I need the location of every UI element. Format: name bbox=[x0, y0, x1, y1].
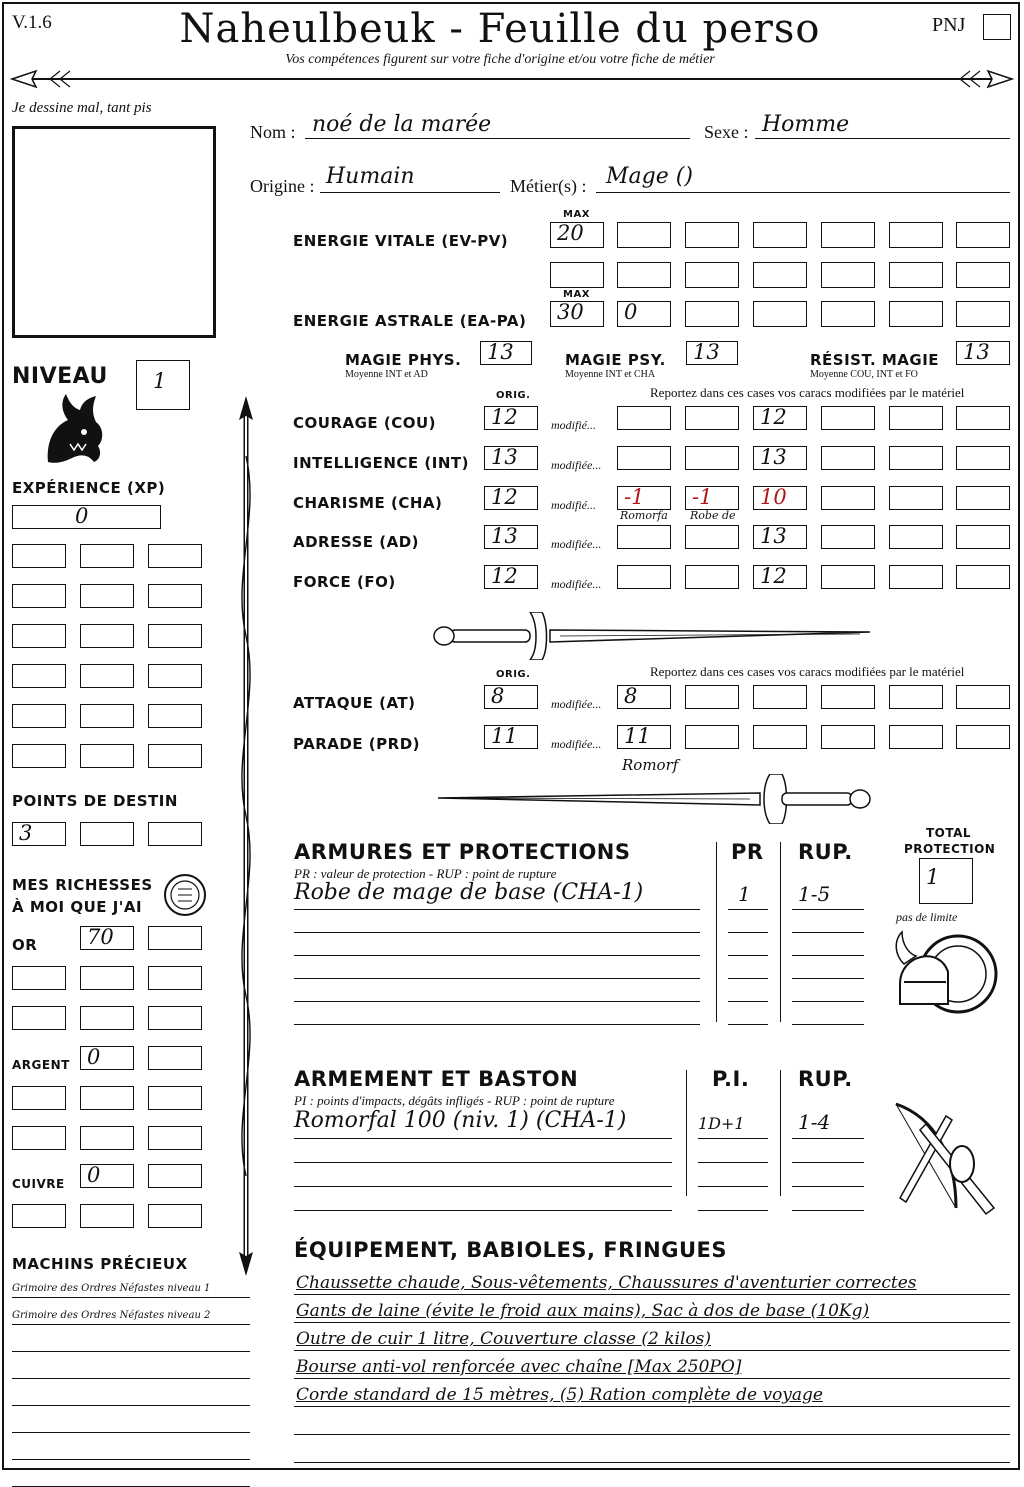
resist-magie-label: RÉSIST. MAGIE bbox=[810, 351, 940, 369]
niveau-label: NIVEAU bbox=[12, 364, 108, 389]
weapon-rup-line bbox=[792, 1138, 864, 1139]
stat-label: COURAGE (COU) bbox=[293, 414, 437, 432]
stat-mod-box[interactable]: 12 bbox=[753, 406, 807, 430]
weapons-title: ARMEMENT ET BASTON bbox=[294, 1067, 579, 1091]
stat-mod-label: modifiée... bbox=[551, 458, 602, 472]
stat-mod-label: modifiée... bbox=[551, 577, 602, 591]
armor-pr-line bbox=[728, 1024, 768, 1025]
stat-mod-box[interactable] bbox=[889, 525, 943, 549]
armor-pr-line bbox=[728, 955, 768, 956]
pnj-checkbox[interactable] bbox=[983, 14, 1011, 40]
ev-track-box[interactable] bbox=[550, 262, 604, 288]
richesses-label-2: À MOI QUE J'AI bbox=[12, 898, 143, 916]
magie-psy-box[interactable]: 13 bbox=[686, 341, 738, 365]
dragon-icon bbox=[40, 392, 106, 466]
origine-underline bbox=[320, 192, 500, 193]
wealth-box[interactable] bbox=[12, 1086, 66, 1110]
armor-pr-line bbox=[728, 909, 768, 910]
ev-track-box[interactable] bbox=[821, 262, 875, 288]
equipment-line bbox=[294, 1406, 1010, 1407]
armor-line bbox=[294, 932, 700, 933]
combat-mod-box[interactable] bbox=[821, 685, 875, 709]
page-title: Naheulbeuk - Feuille du perso bbox=[179, 6, 821, 52]
equipment-item[interactable]: Outre de cuir 1 litre, Couverture classe (2 kilos) bbox=[296, 1329, 711, 1349]
stat-mod-box[interactable] bbox=[685, 446, 739, 470]
wealth-box[interactable] bbox=[80, 1204, 134, 1228]
equipment-title: ÉQUIPEMENT, BABIOLES, FRINGUES bbox=[294, 1238, 727, 1262]
stat-mod-box[interactable] bbox=[956, 446, 1010, 470]
stat-mod-box[interactable]: -1 bbox=[685, 486, 739, 510]
wealth-box[interactable] bbox=[148, 966, 202, 990]
sword-icon bbox=[430, 774, 880, 824]
ev-max-label: MAX bbox=[563, 209, 590, 220]
richesses-label-1: MES RICHESSES bbox=[12, 876, 153, 894]
xp-box[interactable] bbox=[80, 624, 134, 648]
weapon-item-pi[interactable]: 1D+1 bbox=[698, 1114, 745, 1133]
ea-label: ENERGIE ASTRALE (EA-PA) bbox=[293, 312, 527, 330]
stat-mod-box[interactable]: 10 bbox=[753, 486, 807, 510]
armor-line bbox=[294, 1001, 700, 1002]
combat-mod-box[interactable] bbox=[685, 685, 739, 709]
ev-track-box[interactable] bbox=[889, 262, 943, 288]
stat-mod-box[interactable] bbox=[821, 486, 875, 510]
weapon-rup-line bbox=[792, 1210, 864, 1211]
resist-magie-box[interactable]: 13 bbox=[956, 341, 1010, 365]
weapon-line bbox=[294, 1210, 672, 1211]
argent-box[interactable]: 0 bbox=[80, 1046, 134, 1070]
stat-mod-box[interactable]: -1 bbox=[617, 486, 671, 510]
prd-orig-box[interactable]: 11 bbox=[484, 725, 538, 749]
prd-final-box[interactable]: 11 bbox=[617, 725, 671, 749]
nom-field[interactable]: noé de la marée bbox=[312, 112, 492, 137]
cuivre-label: CUIVRE bbox=[12, 1177, 65, 1191]
ev-track-box[interactable] bbox=[617, 222, 671, 248]
ea-track-box[interactable] bbox=[956, 301, 1010, 327]
combat-mod-box[interactable] bbox=[821, 725, 875, 749]
weapon-pi-line bbox=[698, 1138, 768, 1139]
equipment-line bbox=[294, 1434, 1010, 1435]
ev-track-box[interactable] bbox=[889, 222, 943, 248]
stat-mod-box[interactable] bbox=[821, 446, 875, 470]
stat-mod-box[interactable] bbox=[956, 525, 1010, 549]
armor-rup-line bbox=[792, 978, 864, 979]
stat-mod-box[interactable] bbox=[821, 565, 875, 589]
xp-box[interactable] bbox=[148, 744, 202, 768]
combat-mod-box[interactable] bbox=[753, 725, 807, 749]
ea-max-box[interactable]: 30 bbox=[550, 301, 604, 327]
armor-legend: PR : valeur de protection - RUP : point de rupture bbox=[294, 866, 557, 881]
stat-mod-box[interactable] bbox=[685, 565, 739, 589]
armor-pr-line bbox=[728, 932, 768, 933]
armor-item-rup[interactable]: 1-5 bbox=[798, 882, 831, 906]
combat-orig-label: ORIG. bbox=[496, 669, 531, 680]
ea-current-box[interactable]: 0 bbox=[617, 301, 671, 327]
armor-rup-line bbox=[792, 932, 864, 933]
stat-orig-box[interactable]: 12 bbox=[484, 406, 538, 430]
weapon-pi-line bbox=[698, 1162, 768, 1163]
origine-field[interactable]: Humain bbox=[326, 164, 415, 189]
combat-note[interactable]: Romorf bbox=[622, 756, 679, 774]
weapon-rup-line bbox=[792, 1186, 864, 1187]
armor-rup-line bbox=[792, 955, 864, 956]
stat-mod-label: modifié... bbox=[551, 498, 596, 512]
wealth-box[interactable] bbox=[148, 1126, 202, 1150]
xp-box[interactable] bbox=[148, 584, 202, 608]
stat-mod-box[interactable] bbox=[685, 525, 739, 549]
origine-label: Origine : bbox=[250, 176, 315, 196]
xp-box[interactable] bbox=[148, 544, 202, 568]
xp-box[interactable] bbox=[148, 624, 202, 648]
precious-line bbox=[12, 1459, 250, 1460]
stat-mod-box[interactable]: 13 bbox=[753, 446, 807, 470]
ev-track-box[interactable] bbox=[617, 262, 671, 288]
weapons-divider bbox=[686, 1070, 687, 1196]
combat-mod-box[interactable] bbox=[889, 725, 943, 749]
xp-box[interactable] bbox=[80, 744, 134, 768]
wealth-box[interactable] bbox=[148, 1204, 202, 1228]
xp-box[interactable] bbox=[12, 664, 66, 688]
xp-box[interactable] bbox=[12, 544, 66, 568]
precious-line bbox=[12, 1351, 250, 1352]
armor-item-name[interactable]: Robe de mage de base (CHA-1) bbox=[294, 880, 644, 905]
argent-box-2[interactable] bbox=[148, 1046, 202, 1070]
sexe-underline bbox=[755, 138, 1010, 139]
stat-mod-box[interactable] bbox=[617, 525, 671, 549]
combat-mod-box[interactable] bbox=[889, 685, 943, 709]
ea-track-box[interactable] bbox=[889, 301, 943, 327]
no-limit-note: pas de limite bbox=[896, 910, 958, 924]
wealth-box[interactable] bbox=[80, 1086, 134, 1110]
weapon-line bbox=[294, 1162, 672, 1163]
ev-max-box[interactable]: 20 bbox=[550, 222, 604, 248]
ev-track-box[interactable] bbox=[956, 222, 1010, 248]
armor-line bbox=[294, 955, 700, 956]
combat-mod-box[interactable] bbox=[685, 725, 739, 749]
stat-mod-box[interactable] bbox=[889, 486, 943, 510]
destin-box-3[interactable] bbox=[148, 822, 202, 846]
armor-item-pr[interactable]: 1 bbox=[738, 882, 751, 906]
magie-phys-box[interactable]: 13 bbox=[480, 341, 532, 365]
total-protection-box[interactable]: 1 bbox=[919, 858, 973, 904]
stat-mod-box[interactable] bbox=[889, 446, 943, 470]
stat-mod-box[interactable] bbox=[617, 446, 671, 470]
combat-report-note: Reportez dans ces cases vos caracs modifiées par le matériel bbox=[650, 664, 965, 679]
ev-track-box[interactable] bbox=[753, 262, 807, 288]
armor-rup-label: RUP. bbox=[798, 840, 853, 864]
armor-line bbox=[294, 1024, 700, 1025]
weapon-line bbox=[294, 1186, 672, 1187]
stat-label: FORCE (FO) bbox=[293, 573, 396, 591]
precious-item[interactable]: Grimoire des Ordres Néfastes niveau 2 bbox=[12, 1310, 211, 1321]
xp-box[interactable]: 0 bbox=[12, 505, 161, 529]
armor-pr-label: PR bbox=[731, 840, 764, 864]
armor-rup-line bbox=[792, 1001, 864, 1002]
pnj-label: PNJ bbox=[932, 14, 966, 36]
wealth-box[interactable] bbox=[12, 1126, 66, 1150]
stat-label: CHARISME (CHA) bbox=[293, 494, 443, 512]
ev-label: ENERGIE VITALE (EV-PV) bbox=[293, 232, 509, 250]
prd-label: PARADE (PRD) bbox=[293, 735, 421, 753]
equipment-line bbox=[294, 1322, 1010, 1323]
armor-pr-line bbox=[728, 1001, 768, 1002]
stat-orig-box[interactable]: 12 bbox=[484, 486, 538, 510]
wealth-box[interactable] bbox=[12, 1006, 66, 1030]
stat-mod-box[interactable] bbox=[956, 565, 1010, 589]
at-label: ATTAQUE (AT) bbox=[293, 694, 416, 712]
armor-divider bbox=[716, 842, 717, 1022]
xp-box[interactable] bbox=[148, 704, 202, 728]
stat-mod-label: modifié... bbox=[551, 418, 596, 432]
armor-line bbox=[294, 978, 700, 979]
niveau-box[interactable]: 1 bbox=[136, 360, 190, 410]
sexe-label: Sexe : bbox=[704, 122, 749, 142]
weapon-rup-line bbox=[792, 1162, 864, 1163]
wealth-box[interactable] bbox=[12, 966, 66, 990]
destin-box-1[interactable]: 3 bbox=[12, 822, 66, 846]
portrait-frame[interactable] bbox=[12, 126, 216, 338]
destin-box-2[interactable] bbox=[80, 822, 134, 846]
spear-icon bbox=[226, 396, 266, 1276]
stat-mod-note: Robe de bbox=[690, 509, 736, 522]
magie-phys-note: Moyenne INT et AD bbox=[345, 369, 428, 380]
stats-report-note: Reportez dans ces cases vos caracs modifiées par le matériel bbox=[650, 385, 965, 400]
metier-label: Métier(s) : bbox=[510, 176, 587, 196]
or-box[interactable]: 70 bbox=[80, 926, 134, 950]
prd-mod-label: modifiée... bbox=[551, 737, 602, 751]
combat-mod-box[interactable] bbox=[753, 685, 807, 709]
destin-label: POINTS DE DESTIN bbox=[12, 792, 178, 810]
wealth-box[interactable] bbox=[80, 1126, 134, 1150]
at-mod-label: modifiée... bbox=[551, 697, 602, 711]
magie-phys-label: MAGIE PHYS. bbox=[345, 351, 462, 369]
combat-mod-box[interactable] bbox=[956, 725, 1010, 749]
xp-box[interactable] bbox=[148, 664, 202, 688]
argent-label: ARGENT bbox=[12, 1058, 70, 1072]
stat-mod-box[interactable] bbox=[821, 406, 875, 430]
ev-track-box[interactable] bbox=[685, 262, 739, 288]
weapon-item-name[interactable]: Romorfal 100 (niv. 1) (CHA-1) bbox=[294, 1108, 627, 1133]
resist-magie-note: Moyenne COU, INT et FO bbox=[810, 369, 918, 380]
stat-mod-box[interactable] bbox=[685, 406, 739, 430]
weapons-pi-label: P.I. bbox=[712, 1067, 750, 1091]
weapon-line bbox=[294, 1138, 672, 1139]
ev-track-box[interactable] bbox=[685, 222, 739, 248]
total-protection-label-1: TOTAL bbox=[926, 826, 972, 840]
at-final-box[interactable]: 8 bbox=[617, 685, 671, 709]
equipment-item[interactable]: Corde standard de 15 mètres, (5) Ration complète de voyage bbox=[296, 1385, 823, 1405]
equipment-line bbox=[294, 1462, 1010, 1463]
armor-title: ARMURES ET PROTECTIONS bbox=[294, 840, 631, 864]
page-subtitle: Vos compétences figurent sur votre fiche d'origine et/ou votre fiche de métier bbox=[285, 52, 715, 67]
equipment-item[interactable]: Chaussette chaude, Sous-vêtements, Chaussures d'aventurier correctes bbox=[296, 1273, 917, 1293]
nom-underline bbox=[305, 138, 690, 139]
wealth-box[interactable] bbox=[148, 1006, 202, 1030]
or-box-2[interactable] bbox=[148, 926, 202, 950]
at-orig-box[interactable]: 8 bbox=[484, 685, 538, 709]
stat-mod-box[interactable] bbox=[889, 565, 943, 589]
stat-mod-box[interactable] bbox=[821, 525, 875, 549]
equipment-line bbox=[294, 1378, 1010, 1379]
ea-track-box[interactable] bbox=[821, 301, 875, 327]
armor-rup-line bbox=[792, 1024, 864, 1025]
stat-mod-box[interactable] bbox=[617, 565, 671, 589]
precious-line bbox=[12, 1378, 250, 1379]
stat-mod-label: modifiée... bbox=[551, 537, 602, 551]
weapons-icon bbox=[886, 1098, 1006, 1218]
stat-mod-box[interactable] bbox=[956, 406, 1010, 430]
combat-mod-box[interactable] bbox=[956, 685, 1010, 709]
armor-divider bbox=[780, 842, 781, 1022]
version-label: V.1.6 bbox=[12, 12, 52, 33]
stat-orig-box[interactable]: 13 bbox=[484, 525, 538, 549]
wealth-box[interactable] bbox=[80, 1006, 134, 1030]
xp-box[interactable] bbox=[80, 704, 134, 728]
magie-psy-label: MAGIE PSY. bbox=[565, 351, 666, 369]
armor-pr-line bbox=[728, 978, 768, 979]
xp-box[interactable] bbox=[80, 664, 134, 688]
magie-psy-note: Moyenne INT et CHA bbox=[565, 369, 656, 380]
equipment-item[interactable]: Bourse anti-vol renforcée avec chaîne [Max 250PO] bbox=[296, 1357, 742, 1377]
sexe-field[interactable]: Homme bbox=[762, 112, 850, 137]
precious-line bbox=[12, 1324, 250, 1325]
stat-label: ADRESSE (AD) bbox=[293, 533, 420, 551]
stats-orig-label: ORIG. bbox=[496, 390, 531, 401]
or-label: OR bbox=[12, 936, 38, 954]
coin-icon bbox=[162, 872, 208, 918]
xp-box[interactable] bbox=[80, 544, 134, 568]
precious-line bbox=[12, 1297, 250, 1298]
stat-orig-box[interactable]: 13 bbox=[484, 446, 538, 470]
sword-icon bbox=[430, 612, 880, 660]
ev-track-box[interactable] bbox=[753, 222, 807, 248]
xp-label: EXPÉRIENCE (XP) bbox=[12, 479, 166, 497]
xp-box[interactable] bbox=[80, 584, 134, 608]
xp-box[interactable] bbox=[12, 584, 66, 608]
nom-label: Nom : bbox=[250, 122, 296, 142]
stat-mod-box[interactable] bbox=[889, 406, 943, 430]
wealth-box[interactable] bbox=[12, 1204, 66, 1228]
ea-track-box[interactable] bbox=[753, 301, 807, 327]
metier-underline bbox=[596, 192, 1010, 193]
armor-line bbox=[294, 909, 700, 910]
weapons-divider bbox=[780, 1070, 781, 1196]
armor-rup-line bbox=[792, 909, 864, 910]
equipment-line bbox=[294, 1350, 1010, 1351]
portrait-caption: Je dessine mal, tant pis bbox=[12, 100, 152, 116]
xp-box[interactable] bbox=[12, 624, 66, 648]
arrow-divider-icon bbox=[10, 66, 1014, 92]
wealth-box[interactable] bbox=[80, 966, 134, 990]
stat-mod-box[interactable]: 12 bbox=[753, 565, 807, 589]
stat-mod-note: Romorfa bbox=[620, 509, 668, 522]
weapon-pi-line bbox=[698, 1210, 768, 1211]
helmet-shield-icon bbox=[890, 924, 1000, 1024]
stat-mod-box[interactable]: 13 bbox=[753, 525, 807, 549]
stat-mod-box[interactable] bbox=[617, 406, 671, 430]
weapon-pi-line bbox=[698, 1186, 768, 1187]
equipment-line bbox=[294, 1294, 1010, 1295]
precious-line bbox=[12, 1405, 250, 1406]
wealth-box[interactable] bbox=[148, 1086, 202, 1110]
stat-orig-box[interactable]: 12 bbox=[484, 565, 538, 589]
metier-field[interactable]: Mage () bbox=[606, 164, 693, 189]
ev-track-box[interactable] bbox=[821, 222, 875, 248]
xp-box[interactable] bbox=[12, 704, 66, 728]
stat-mod-box[interactable] bbox=[956, 486, 1010, 510]
weapons-rup-label: RUP. bbox=[798, 1067, 853, 1091]
ea-max-label: MAX bbox=[563, 289, 590, 300]
equipment-item[interactable]: Gants de laine (évite le froid aux mains), Sac à dos de base (10Kg) bbox=[296, 1301, 870, 1321]
precious-label: MACHINS PRÉCIEUX bbox=[12, 1255, 188, 1273]
total-protection-label-2: PROTECTION bbox=[904, 842, 996, 856]
cuivre-box[interactable]: 0 bbox=[80, 1164, 134, 1188]
xp-box[interactable] bbox=[12, 744, 66, 768]
weapons-legend: PI : points d'impacts, dégâts infligés - RUP : point de rupture bbox=[294, 1093, 615, 1108]
ev-track-box[interactable] bbox=[956, 262, 1010, 288]
weapon-item-rup[interactable]: 1-4 bbox=[798, 1110, 831, 1134]
cuivre-box-2[interactable] bbox=[148, 1164, 202, 1188]
precious-item[interactable]: Grimoire des Ordres Néfastes niveau 1 bbox=[12, 1283, 211, 1294]
ea-track-box[interactable] bbox=[685, 301, 739, 327]
precious-line bbox=[12, 1432, 250, 1433]
stat-label: INTELLIGENCE (INT) bbox=[293, 454, 469, 472]
